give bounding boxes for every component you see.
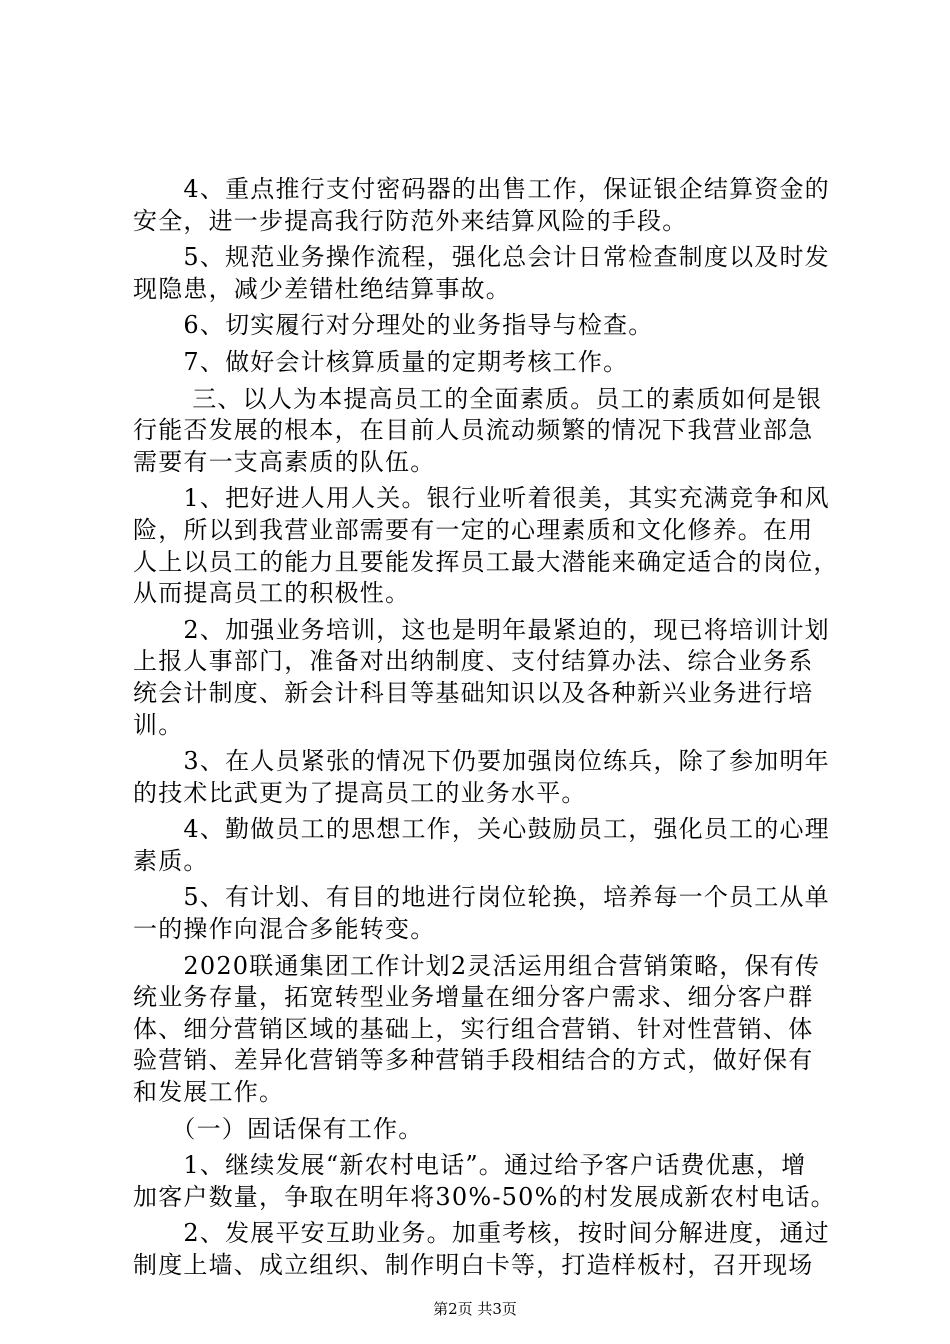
text-line: 险，所以到我营业部需要有一定的心理素质和文化修养。在用 <box>133 515 814 544</box>
text-line: 体、细分营销区域的基础上，实行组合营销、针对性营销、体 <box>133 1014 814 1043</box>
text-line: 和发展工作。 <box>133 1078 285 1107</box>
text-line: 验营销、差异化营销等多种营销手段相结合的方式，做好保有 <box>133 1046 814 1075</box>
document-body <box>133 174 839 1282</box>
text-line: 2020联通集团工作计划2灵活运用组合营销策略，保有传 <box>133 951 821 980</box>
text-line: （一）固话保有工作。 <box>133 1114 424 1143</box>
text-line: 从而提高员工的积极性。 <box>133 579 411 608</box>
text-line: 4、勤做员工的思想工作，关心鼓励员工，强化员工的心理 <box>133 815 830 844</box>
text-line: 6、切实履行对分理处的业务指导与检查。 <box>133 311 654 340</box>
text-line: 训。 <box>133 710 184 739</box>
text-line: 人上以员工的能力且要能发挥员工最大潜能来确定适合的岗位， <box>133 547 839 576</box>
text-line: 现隐患，减少差错杜绝结算事故。 <box>133 274 511 303</box>
text-line: 需要有一支高素质的队伍。 <box>133 447 436 476</box>
text-line: 3、在人员紧张的情况下仍要加强岗位练兵，除了参加明年 <box>133 747 830 776</box>
text-line: 2、发展平安互助业务。加重考核，按时间分解进度，通过 <box>133 1219 830 1248</box>
text-line: 制度上墙、成立组织、制作明白卡等，打造样板村，召开现场 <box>133 1251 814 1279</box>
text-line: 5、有计划、有目的地进行岗位轮换，培养每一个员工从单 <box>133 883 830 912</box>
text-line: 统业务存量，拓宽转型业务增量在细分客户需求、细分客户群 <box>133 983 814 1012</box>
text-line: 2、加强业务培训，这也是明年最紧迫的，现已将培训计划 <box>133 615 830 644</box>
text-line: 素质。 <box>133 846 209 875</box>
text-line: 7、做好会计核算质量的定期考核工作。 <box>133 347 629 376</box>
page-number-footer: 第2页 共3页 <box>433 1300 517 1318</box>
text-line: 5、规范业务操作流程，强化总会计日常检查制度以及时发 <box>133 243 830 272</box>
text-line: 一的操作向混合多能转变。 <box>133 915 436 944</box>
text-line: 行能否发展的根本，在目前人员流动频繁的情况下我营业部急 <box>133 416 814 445</box>
text-line: 1、继续发展“新农村电话”。通过给予客户话费优惠，增 <box>133 1151 807 1180</box>
text-line: 三、以人为本提高员工的全面素质。员工的素质如何是银 <box>133 384 823 413</box>
text-line: 统会计制度、新会计科目等基础知识以及各种新兴业务进行培 <box>133 678 814 707</box>
text-line: 4、重点推行支付密码器的出售工作，保证银企结算资金的 <box>133 175 830 203</box>
text-line: 1、把好进人用人关。银行业听着很美，其实充满竞争和风 <box>133 484 830 513</box>
text-line: 加客户数量，争取在明年将30%-50%的村发展成新农村电话。 <box>133 1182 836 1211</box>
text-line: 安全，进一步提高我行防范外来结算风险的手段。 <box>133 206 688 235</box>
text-line: 的技术比武更为了提高员工的业务水平。 <box>133 778 587 807</box>
text-line: 上报人事部门，准备对出纳制度、支付结算办法、综合业务系 <box>133 647 814 676</box>
